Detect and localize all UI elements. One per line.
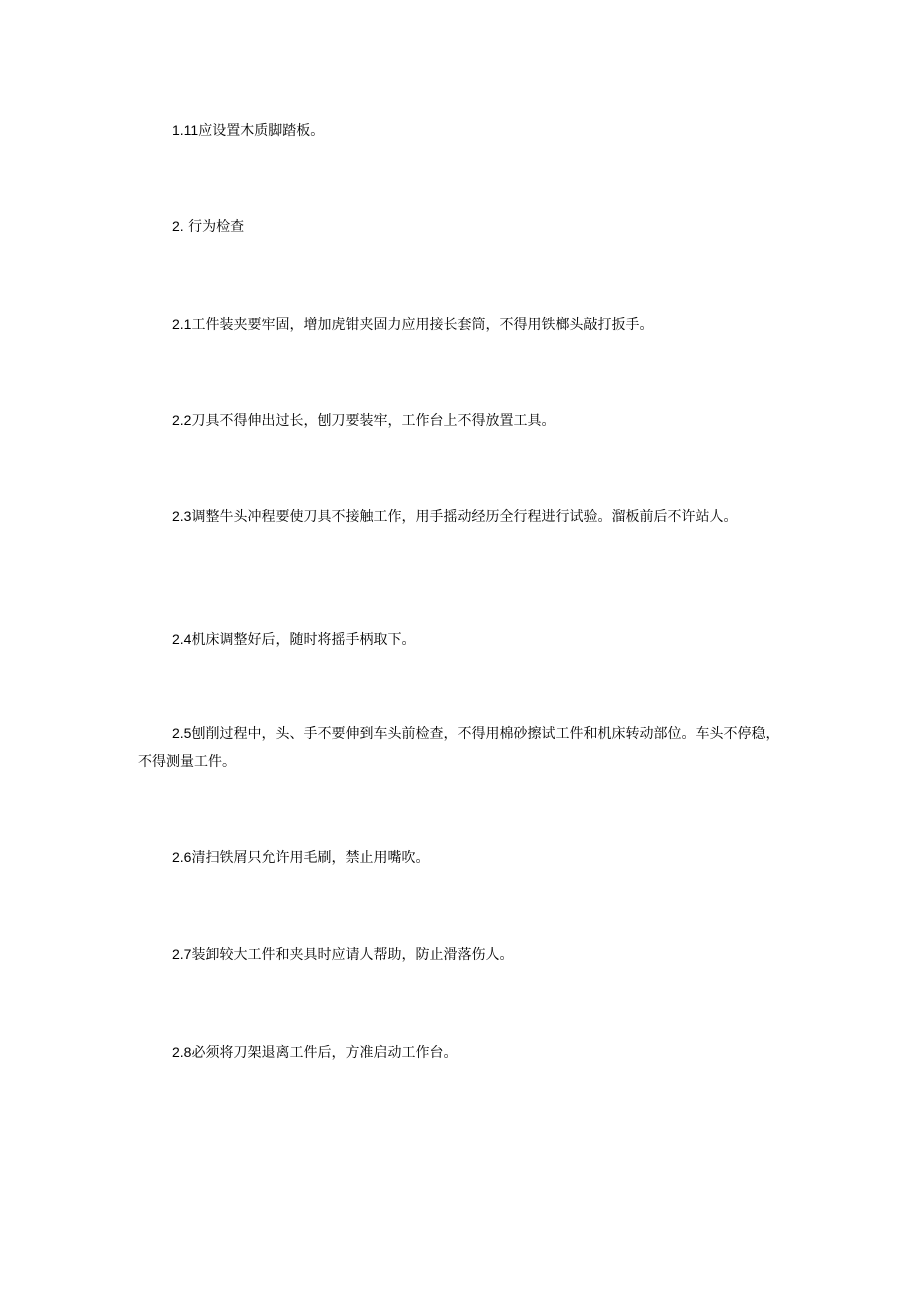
paragraph-text: 装卸较大工件和夹具时应请人帮助，防止滑落伤人。 (191, 947, 514, 963)
paragraph-text: 刨削过程中，头、手不要伸到车头前检查，不得用棉砂擦试工件和机床转动部位。车头不停稳，不得测量工件。 (138, 726, 780, 770)
paragraph-2-3 (138, 502, 788, 531)
paragraph-2-6 (138, 843, 788, 872)
paragraph-text: 刀具不得伸出过长，刨刀要装牢，工作台上不得放置工具。 (191, 413, 556, 429)
paragraph-number: 2.1 (172, 316, 192, 332)
paragraph-2-7 (138, 940, 788, 969)
paragraph-text: 必须将刀架退离工件后，方准启动工作台。 (191, 1045, 458, 1061)
paragraph-text: 调整牛头冲程要使刀具不接触工作，用手摇动经历全行程进行试验。溜板前后不许站人。 (191, 509, 738, 525)
section-number: 2. (172, 218, 184, 234)
paragraph-2-5 (138, 719, 788, 776)
paragraph-1-11 (138, 116, 788, 145)
paragraph-number: 2.8 (172, 1044, 192, 1060)
paragraph-2-8 (138, 1038, 788, 1067)
paragraph-text: 工件装夹要牢固，增加虎钳夹固力应用接长套筒，不得用铁榔头敲打扳手。 (191, 317, 654, 333)
paragraph-text: 清扫铁屑只允许用毛刷，禁止用嘴吹。 (191, 850, 430, 866)
paragraph-number: 2.4 (172, 631, 192, 647)
paragraph-text: 机床调整好后，随时将摇手柄取下。 (191, 632, 416, 648)
section-heading-2 (138, 212, 788, 241)
paragraph-text: 应设置木质脚踏板。 (198, 123, 325, 139)
paragraph-number: 2.5 (172, 725, 192, 741)
paragraph-2-2 (138, 406, 788, 435)
paragraph-number: 2.3 (172, 508, 192, 524)
paragraph-number: 2.7 (172, 946, 192, 962)
paragraph-number: 1.11 (172, 122, 199, 138)
paragraph-number: 2.6 (172, 849, 192, 865)
paragraph-number: 2.2 (172, 412, 192, 428)
paragraph-2-1 (138, 310, 788, 339)
section-title: 行为检查 (188, 219, 245, 235)
paragraph-2-4 (138, 625, 788, 654)
